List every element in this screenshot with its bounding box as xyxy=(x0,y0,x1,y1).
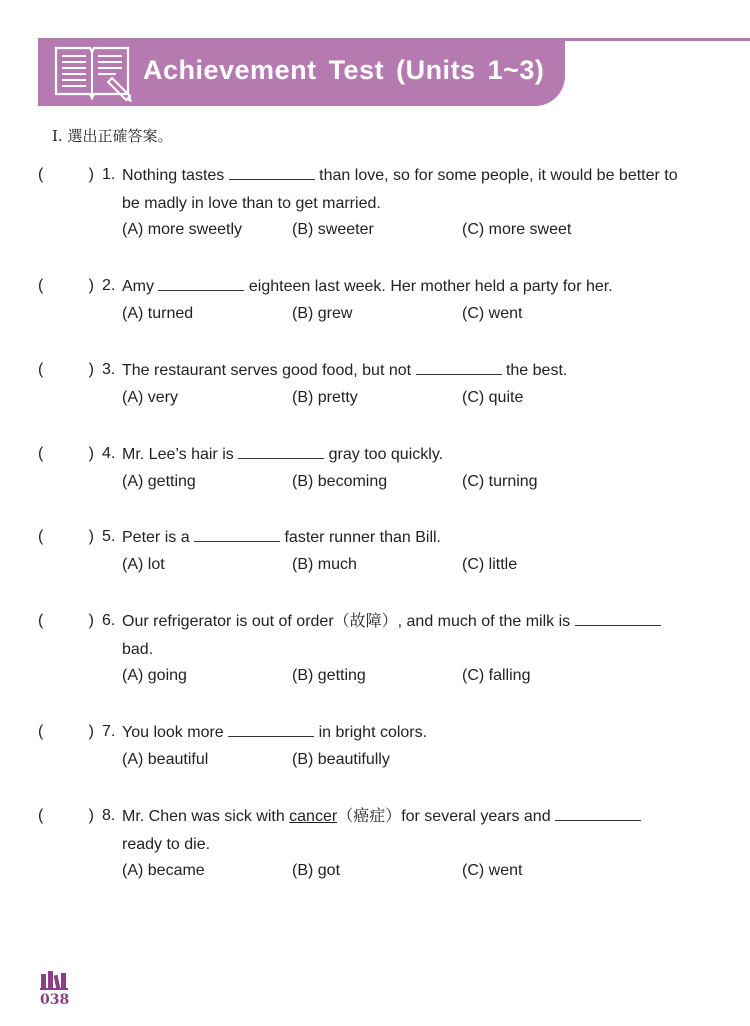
options-row xyxy=(122,751,722,773)
question-number: 8. xyxy=(102,807,116,824)
option-b[interactable]: (B) getting xyxy=(292,667,366,684)
open-book-icon xyxy=(50,42,134,104)
option-a[interactable]: (A) became xyxy=(122,862,205,879)
paren-open: ( xyxy=(38,723,44,740)
option-b[interactable]: (B) grew xyxy=(292,305,353,322)
option-c[interactable]: (C) went xyxy=(462,862,523,879)
option-b[interactable]: (B) much xyxy=(292,556,357,573)
paren-close: ) xyxy=(88,723,94,740)
options-row xyxy=(122,667,722,689)
answer-blank[interactable] xyxy=(38,277,94,299)
question-text xyxy=(122,162,702,218)
option-c[interactable]: (C) quite xyxy=(462,389,524,406)
option-b[interactable]: (B) got xyxy=(292,862,341,879)
question-text-part: Mr. Lee’s hair is xyxy=(122,446,239,463)
answer-blank[interactable] xyxy=(38,361,94,383)
option-a[interactable]: (A) lot xyxy=(122,556,165,573)
fill-blank xyxy=(238,444,324,459)
answer-blank[interactable] xyxy=(38,612,94,634)
question-number: 3. xyxy=(102,361,116,378)
paren-close: ) xyxy=(88,277,94,294)
option-c[interactable]: (C) falling xyxy=(462,667,531,684)
options-row xyxy=(122,305,722,327)
option-a[interactable]: (A) turned xyxy=(122,305,194,322)
question-text-part: bad. xyxy=(122,641,154,658)
answer-blank[interactable] xyxy=(38,166,94,188)
question-text-part: Nothing tastes xyxy=(122,167,229,184)
question-number: 2. xyxy=(102,277,116,294)
paren-open: ( xyxy=(38,807,44,824)
paren-close: ) xyxy=(88,528,94,545)
option-b[interactable]: (B) sweeter xyxy=(292,221,374,238)
paren-close: ) xyxy=(88,612,94,629)
page-number: 038 xyxy=(40,992,70,1008)
paren-open: ( xyxy=(38,612,44,629)
options-row xyxy=(122,221,722,243)
fill-blank xyxy=(416,360,502,375)
question-text xyxy=(122,803,702,859)
option-b[interactable]: (B) becoming xyxy=(292,473,388,490)
question-text-part: You look more xyxy=(122,724,229,741)
paren-close: ) xyxy=(88,361,94,378)
paren-open: ( xyxy=(38,361,44,378)
question-number: 7. xyxy=(102,723,116,740)
header-rule xyxy=(560,38,750,41)
paren-close: ) xyxy=(88,166,94,183)
option-c[interactable]: (C) went xyxy=(462,305,523,322)
fill-blank xyxy=(194,527,280,542)
question-text-part: ready to die. xyxy=(122,836,211,853)
question-text-part: gray too quickly. xyxy=(324,446,444,463)
question-text xyxy=(122,273,702,301)
option-a[interactable]: (A) very xyxy=(122,389,178,406)
question-text-part: Amy xyxy=(122,278,159,295)
options-row xyxy=(122,473,722,495)
paren-open: ( xyxy=(38,528,44,545)
question-text xyxy=(122,608,702,664)
options-row xyxy=(122,556,722,578)
paren-open: ( xyxy=(38,166,44,183)
answer-blank[interactable] xyxy=(38,445,94,467)
option-a[interactable]: (A) beautiful xyxy=(122,751,209,768)
question-text-part: faster runner than Bill. xyxy=(280,529,441,546)
page-title: Achievement Test (Units 1~3) xyxy=(143,55,545,85)
question-text-part: eighteen last week. Her mother held a party for her. xyxy=(244,278,613,295)
question-number: 6. xyxy=(102,612,116,629)
paren-close: ) xyxy=(88,807,94,824)
options-row xyxy=(122,862,722,884)
question-text-part: Our refrigerator is out of order（故障）, and much of the milk is xyxy=(122,613,575,630)
section-heading: I. 選出正確答案。 xyxy=(52,127,173,145)
answer-blank[interactable] xyxy=(38,528,94,550)
question-text-part: the best. xyxy=(501,362,568,379)
books-logo-icon xyxy=(40,970,68,990)
answer-blank[interactable] xyxy=(38,723,94,745)
answer-blank[interactable] xyxy=(38,807,94,829)
question-number: 5. xyxy=(102,528,116,545)
question-text-part: Mr. Chen was sick with xyxy=(122,808,290,825)
question-text-part: than love, so for some people, it would be better to xyxy=(314,167,678,184)
paren-open: ( xyxy=(38,445,44,462)
fill-blank xyxy=(229,165,315,180)
option-a[interactable]: (A) going xyxy=(122,667,187,684)
fill-blank xyxy=(575,611,661,626)
header-banner xyxy=(38,38,565,106)
option-b[interactable]: (B) pretty xyxy=(292,389,358,406)
question-text xyxy=(122,524,702,552)
options-row xyxy=(122,389,722,411)
fill-blank xyxy=(228,722,314,737)
paren-close: ) xyxy=(88,445,94,462)
option-a[interactable]: (A) getting xyxy=(122,473,196,490)
question-text-part: in bright colors. xyxy=(314,724,428,741)
question-text xyxy=(122,441,702,469)
question-number: 4. xyxy=(102,445,116,462)
option-c[interactable]: (C) more sweet xyxy=(462,221,572,238)
question-text-part: be madly in love than to get married. xyxy=(122,195,381,212)
fill-blank xyxy=(158,276,244,291)
question-text-part: Peter is a xyxy=(122,529,195,546)
question-text-part: （癌症）for several years and xyxy=(337,808,556,825)
fill-blank xyxy=(555,806,641,821)
question-text-part: The restaurant serves good food, but not xyxy=(122,362,416,379)
option-c[interactable]: (C) turning xyxy=(462,473,538,490)
question-text xyxy=(122,357,702,385)
underlined-word: cancer xyxy=(289,808,338,825)
option-b[interactable]: (B) beautifully xyxy=(292,751,390,768)
question-number: 1. xyxy=(102,166,116,183)
question-text xyxy=(122,719,702,747)
paren-open: ( xyxy=(38,277,44,294)
option-c[interactable]: (C) little xyxy=(462,556,518,573)
option-a[interactable]: (A) more sweetly xyxy=(122,221,243,238)
